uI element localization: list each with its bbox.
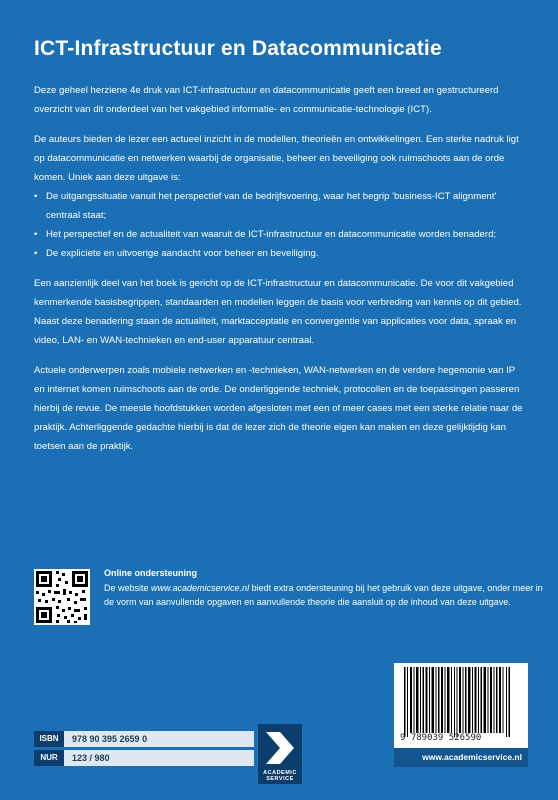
online-support	[34, 566, 543, 626]
publisher-logo-text: ACADEMIC SERVICE	[263, 770, 297, 782]
publisher-logo	[258, 724, 302, 784]
qr-code-icon[interactable]	[34, 569, 90, 625]
nur-value: 123 / 980	[64, 750, 254, 766]
isbn-row	[34, 731, 254, 747]
content-paragraph: Een aanzienlijk deel van het boek is gericht op de ICT-infrastructuur en datacommunicatie. De voor dit vakgebied kenmerkende basisbegrippen, standaarden en modellen leggen de basis voor verbreding van kennis op dit gebied. Naast deze benadering staan de actualiteit, marktacceptatie en convergentie van applicaties voor data, spraak en video, LAN- en WAN-technieken en end-user apparatuur centraal.	[34, 278, 522, 346]
list-item: • De expliciete en uitvoerige aandacht voor beheer en beveiliging.	[34, 244, 528, 263]
list-item: • Het perspectief en de actualiteit van waaruit de ICT-infrastructuur en datacommunicatie worden benaderd;	[34, 225, 528, 244]
isbn-value: 978 90 395 2659 0	[64, 731, 254, 747]
authors-paragraph: De auteurs bieden de lezer een actueel inzicht in de modellen, theorieën en ontwikkelingen. Een sterke nadruk ligt op datacommunicatie en netwerken waarbij de organisatie, beheer en beveiliging ook ruimschoots aan de orde komen. Uniek aan deze uitgave is:	[34, 134, 519, 183]
intro-paragraph: Deze geheel herziene 4e druk van ICT-infrastructuur en datacommunicatie geeft een breed en gestructureerd overzicht van dit onderdeel van het vakgebied informatie- en communicatie-technologie (ICT).	[34, 85, 499, 115]
online-support-text	[104, 566, 544, 610]
nur-label: NUR	[34, 750, 64, 766]
description	[34, 81, 528, 456]
online-support-title: Online ondersteuning	[104, 568, 198, 578]
barcode-digits: 9 789039 526590	[400, 733, 482, 743]
publisher-website[interactable]: www.academicservice.nl	[394, 748, 528, 767]
website-link[interactable]: www.academicservice.nl	[151, 582, 250, 593]
online-support-body: De website www.academicservice.nl biedt extra ondersteuning bij het gebruik van deze uitgave, onder meer in de vorm van aanvullende opgaven en aanvullende theorie die aansluit op de inhoud van deze uitgave.	[104, 582, 543, 607]
isbn-label: ISBN	[34, 731, 64, 747]
topics-paragraph: Actuele onderwerpen zoals mobiele netwerken en -technieken, WAN-netwerken en de verdere hegemonie van IP en internet komen ruimschoots aan de orde. De onderliggende techniek, protocollen en de toepassingen passeren hierbij de revue. De meeste hoofdstukken worden afgesloten met een of meer cases met een sterke relatie naar de praktijk. Achterliggende gedachte hierbij is dat de lezer zich de theorie eigen kan maken en deze gelijktijdig kan toetsen aan de praktijk.	[34, 365, 523, 452]
feature-list	[34, 187, 528, 263]
book-title: ICT-Infrastructuur en Datacommunicatie	[34, 37, 442, 60]
nur-row	[34, 750, 254, 766]
list-item: • De uitgangssituatie vanuit het perspectief van de bedrijfsvoering, waar het begrip 'business-ICT alignment' centraal staat;	[34, 187, 528, 225]
chevron-right-icon	[258, 724, 302, 770]
